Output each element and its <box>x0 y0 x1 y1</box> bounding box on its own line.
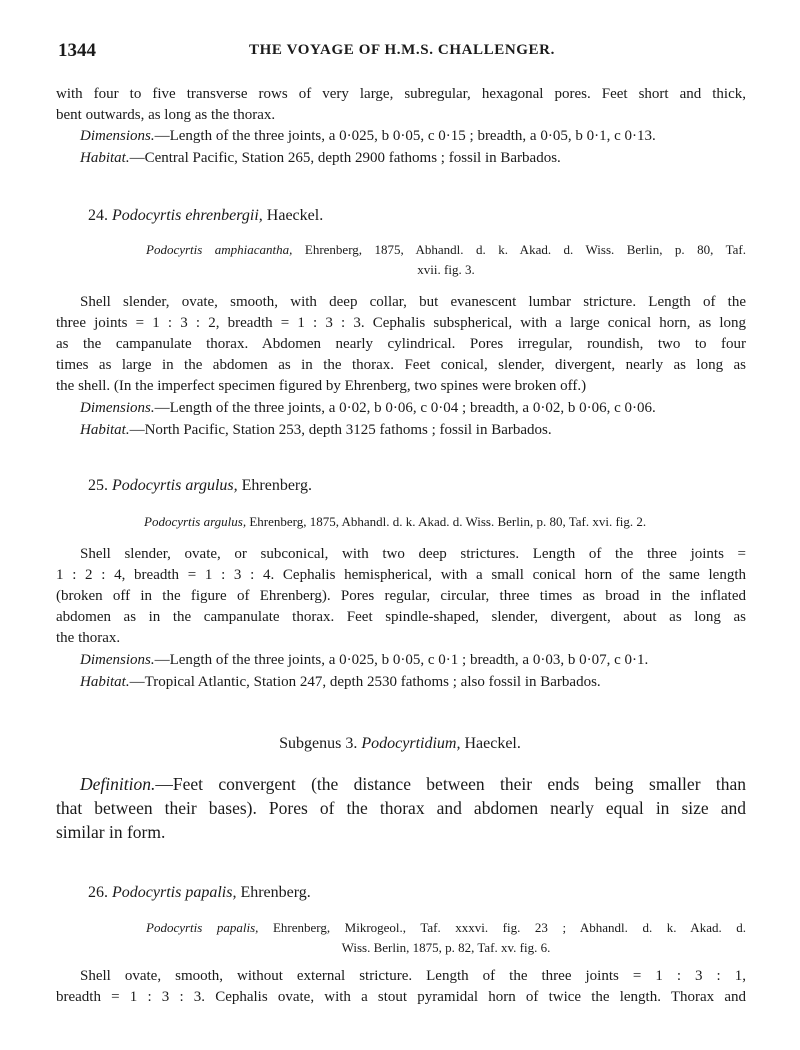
subgenus-heading <box>0 735 800 753</box>
species-24-dimensions <box>56 398 746 419</box>
habitat-text: —North Pacific, Station 253, depth 3125 fathoms ; fossil in Barbados. <box>129 422 552 438</box>
subgenus-author: Haeckel. <box>464 735 521 752</box>
text-line: three joints = 1 : 3 : 2, breadth = 1 : 3 : 3. Cephalis subspherical, with a large conical horn, as long <box>56 315 746 331</box>
species-25-description <box>56 544 746 649</box>
dimensions-label: Dimensions. <box>80 400 155 416</box>
intro-dimensions <box>56 126 746 147</box>
species-25-habitat <box>56 672 746 693</box>
synonym-name: Podocyrtis papalis, <box>146 920 259 935</box>
text-line: that between their bases). Pores of the thorax and abdomen nearly equal in size and <box>56 798 746 818</box>
intro-habitat <box>56 148 746 169</box>
species-24-synonymy <box>146 240 746 280</box>
dimensions-text: —Length of the three joints, a 0·025, b 0·05, c 0·15 ; breadth, a 0·05, b 0·1, c 0·13. <box>154 128 656 144</box>
species-number: 25. <box>88 477 108 494</box>
dimensions-text: —Length of the three joints, a 0·02, b 0·06, c 0·04 ; breadth, a 0·02, b 0·06, c 0·06. <box>154 400 656 416</box>
species-26-synonymy <box>146 918 746 958</box>
species-author: Ehrenberg. <box>241 477 312 494</box>
species-name: Podocyrtis ehrenbergii, <box>112 207 263 224</box>
dimensions-text: —Length of the three joints, a 0·025, b 0·05, c 0·1 ; breadth, a 0·03, b 0·07, c 0·1. <box>154 652 649 668</box>
species-25-synonymy <box>144 512 746 532</box>
text-line: Shell slender, ovate, smooth, with deep collar, but evanescent lumbar stricture. Length of the <box>80 294 746 310</box>
definition-text: —Feet convergent (the distance between their ends being smaller than <box>155 774 746 794</box>
species-24-habitat <box>56 420 746 441</box>
species-24-description <box>56 292 746 397</box>
dimensions-label: Dimensions. <box>80 652 155 668</box>
habitat-label: Habitat. <box>80 674 130 690</box>
habitat-label: Habitat. <box>80 422 130 438</box>
species-26-description <box>56 966 746 1008</box>
page-number: 1344 <box>58 40 96 61</box>
species-25-dimensions <box>56 650 746 671</box>
text-line: abdomen as in the campanulate thorax. Feet spindle-shaped, slender, divergent, about as long as <box>56 609 746 625</box>
text-line: the thorax. <box>56 630 121 646</box>
subgenus-prefix: Subgenus 3. <box>279 735 358 752</box>
running-title: THE VOYAGE OF H.M.S. CHALLENGER. <box>249 42 555 58</box>
habitat-text: —Central Pacific, Station 265, depth 2900 fathoms ; fossil in Barbados. <box>129 150 561 166</box>
text-line: times as large in the abdomen as in the thorax. Feet conical, slender, divergent, nearly as long as <box>56 357 746 373</box>
species-author: Haeckel. <box>266 207 324 224</box>
species-name: Podocyrtis argulus, <box>112 477 238 494</box>
definition-label: Definition. <box>80 774 156 794</box>
subgenus-definition <box>56 772 746 844</box>
intro-paragraph <box>56 84 746 126</box>
text-line: with four to five transverse rows of very large, subregular, hexagonal pores. Feet short and thick, <box>56 86 746 102</box>
text-line: Shell slender, ovate, or subconical, with two deep strictures. Length of the three joints = <box>80 546 746 562</box>
text-line: (broken off in the figure of Ehrenberg). Pores regular, circular, three times as broad in the inflated <box>56 588 746 604</box>
species-24-heading <box>88 207 323 225</box>
text-line: as the campanulate thorax. Abdomen nearly cylindrical. Pores irregular, roundish, two to four <box>56 336 746 352</box>
text-line: similar in form. <box>56 822 166 842</box>
text-line: the shell. (In the imperfect specimen figured by Ehrenberg, two spines were broken off.) <box>56 378 587 394</box>
habitat-text: —Tropical Atlantic, Station 247, depth 2530 fathoms ; also fossil in Barbados. <box>129 674 601 690</box>
species-author: Ehrenberg. <box>240 884 311 901</box>
species-26-heading <box>88 884 311 902</box>
synonym-reference-cont: Wiss. Berlin, 1875, p. 82, Taf. xv. fig. 6. <box>341 940 551 955</box>
text-line: Shell ovate, smooth, without external stricture. Length of the three joints = 1 : 3 : 1, <box>80 968 746 984</box>
dimensions-label: Dimensions. <box>80 128 155 144</box>
species-25-heading <box>88 477 312 495</box>
text-line: breadth = 1 : 3 : 3. Cephalis ovate, with a stout pyramidal horn of twice the length. Thorax and <box>56 989 746 1005</box>
species-number: 24. <box>88 207 108 224</box>
synonym-name: Podocyrtis argulus, <box>144 514 247 529</box>
habitat-label: Habitat. <box>80 150 130 166</box>
page-header <box>58 40 746 64</box>
synonym-reference-cont: xvii. fig. 3. <box>417 262 475 277</box>
text-line: 1 : 2 : 4, breadth = 1 : 3 : 4. Cephalis hemispherical, with a small conical horn of the same length <box>56 567 746 583</box>
species-name: Podocyrtis papalis, <box>112 884 237 901</box>
species-number: 26. <box>88 884 108 901</box>
synonym-reference: Ehrenberg, 1875, Abhandl. d. k. Akad. d. Wiss. Berlin, p. 80, Taf. xvi. fig. 2. <box>249 514 647 529</box>
subgenus-name: Podocyrtidium, <box>361 735 461 752</box>
synonym-name: Podocyrtis amphiacantha, <box>146 242 293 257</box>
synonym-reference: Ehrenberg, Mikrogeol., Taf. xxxvi. fig. 23 ; Abhandl. d. k. Akad. d. <box>272 920 747 935</box>
text-line: bent outwards, as long as the thorax. <box>56 107 276 123</box>
synonym-reference: Ehrenberg, 1875, Abhandl. d. k. Akad. d. Wiss. Berlin, p. 80, Taf. <box>304 242 746 257</box>
